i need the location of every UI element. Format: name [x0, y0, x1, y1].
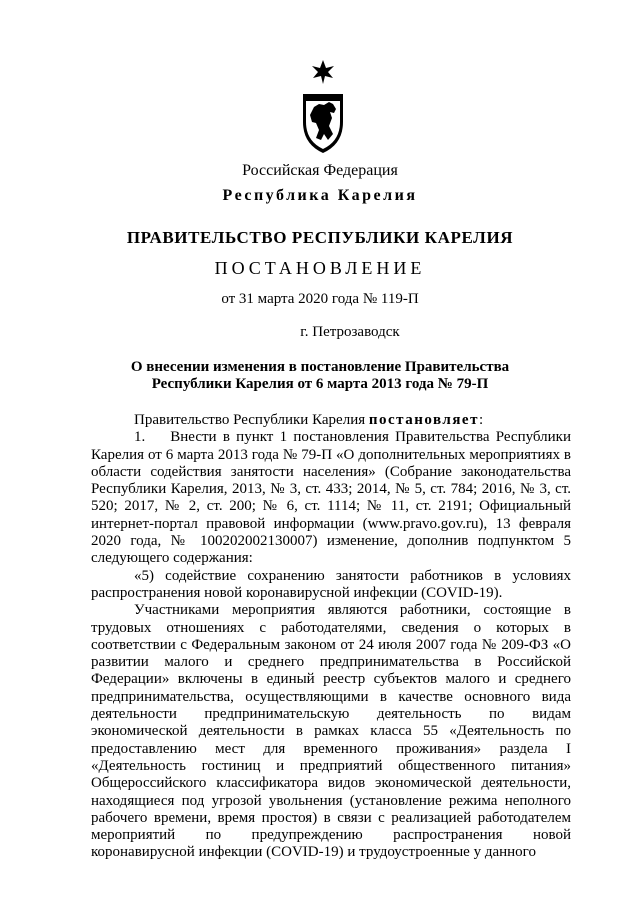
paragraph-2: «5) содействие сохранению занятости работников в условиях распространения новой коронавирусной инфекции (COVID-19).	[91, 567, 571, 601]
intro-suffix: :	[478, 412, 484, 428]
document-type: ПОСТАНОВЛЕНИЕ	[214, 258, 426, 278]
header-republic: Республика Карелия	[222, 187, 418, 204]
header-government: ПРАВИТЕЛЬСТВО РЕСПУБЛИКИ КАРЕЛИЯ	[126, 228, 514, 247]
paragraph-3: Участниками мероприятия являются работники, состоящие в трудовых отношениях с работодателями, сведения о которых в соответствии с Федеральным законом от 24 июля 2007 года № 209-ФЗ «О развитии малого и среднего предпринимательства в Российской Федерации» включены в единый реестр субъектов малого и среднего предпринимательства, осуществляющими в качестве основного вида деятельности предпринимательскую деятельность по видам экономической деятельности в рамках класса 55 «Деятельность по предоставлению мест для временного проживания» раздела I «Деятельность гостиниц и предприятий общественного питания» Общероссийского классификатора видов экономической деятельности, находящиеся под угрозой увольнения (установление режима неполного рабочего времени, время простоя) в связи с реализацией работодателем мероприятий по предупреждению распространения новой коронавирусной инфекции (COVID-19) и трудоустроенные у данного	[91, 602, 571, 861]
karelia-coat-of-arms-icon	[299, 60, 347, 154]
document-body	[91, 412, 571, 862]
document-city: г. Петрозаводск	[300, 324, 400, 340]
header-federation: Российская Федерация	[242, 162, 398, 179]
intro-prefix: Правительство Республики Карелия	[134, 412, 369, 428]
intro-keyword: постановляет	[368, 412, 479, 428]
subject-line-1: О внесении изменения в постановление Правительства	[130, 359, 510, 375]
intro-paragraph	[91, 412, 571, 429]
document-date: от 31 марта 2020 года № 119-П	[221, 291, 419, 307]
subject-line-2: Республики Карелия от 6 марта 2013 года № 79-П	[151, 376, 489, 392]
paragraph-1: 1. Внести в пункт 1 постановления Правительства Республики Карелия от 6 марта 2013 года № 79-П «О дополнительных мероприятиях в области содействия занятости населения» (Собрание законодательства Республики Карелия, 2013, № 3, ст. 433; 2014, № 5, ст. 784; 2016, № 3, ст. 520; 2017, № 2, ст. 200; № 6, ст. 1114; № 11, ст. 2191; Официальный интернет-портал правовой информации (www.pravo.gov.ru), 13 февраля 2020 года, № 100202002130007) изменение, дополнив подпунктом 5 следующего содержания:	[91, 429, 571, 567]
document-subject	[0, 359, 640, 393]
